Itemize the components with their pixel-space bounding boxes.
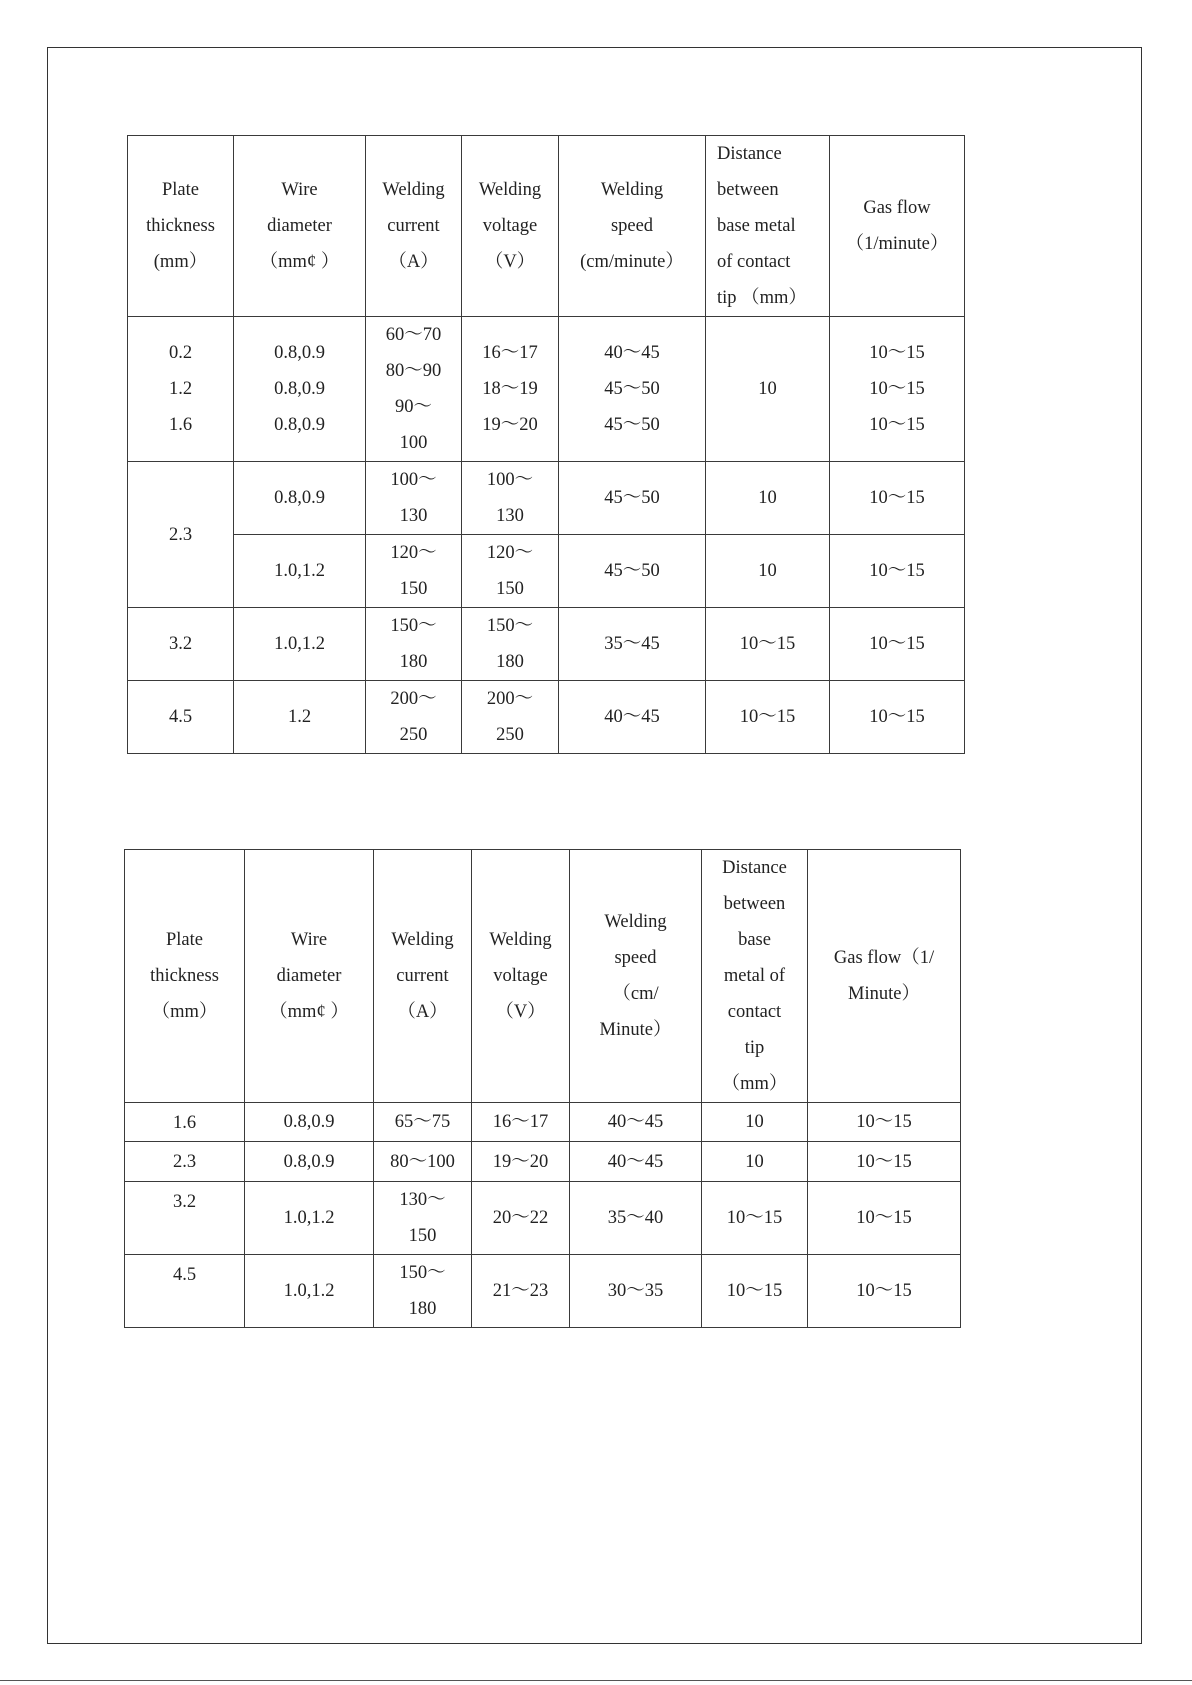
cell-distance: 10～15 <box>706 681 830 754</box>
cell-gas: 10～15 <box>808 1255 961 1328</box>
cell-thickness: 1.6 <box>125 1103 245 1142</box>
cell-voltage: 20～22 <box>472 1182 570 1255</box>
cell-wire: 1.2 <box>234 681 366 754</box>
header-welding-speed: Welding speed （cm/ Minute） <box>570 850 702 1103</box>
table-row <box>128 608 965 681</box>
cell-speed: 40～45 45～50 45～50 <box>559 317 706 462</box>
cell-current: 150～ 180 <box>374 1255 472 1328</box>
cell-wire: 0.8,0.9 <box>245 1142 374 1182</box>
cell-speed: 35～40 <box>570 1182 702 1255</box>
header-distance: Distance between base metal of contact tip （mm） <box>702 850 808 1103</box>
cell-voltage: 120～ 150 <box>462 535 559 608</box>
cell-speed: 40～45 <box>559 681 706 754</box>
cell-gas: 10～15 <box>830 608 965 681</box>
page-bottom-rule <box>0 1680 1192 1681</box>
table-row <box>128 317 965 462</box>
cell-voltage: 19～20 <box>472 1142 570 1182</box>
cell-gas: 10～15 <box>808 1142 961 1182</box>
cell-current: 80～100 <box>374 1142 472 1182</box>
cell-gas: 10～15 <box>830 681 965 754</box>
table-row <box>128 681 965 754</box>
table-row <box>125 1255 961 1328</box>
cell-speed: 35～45 <box>559 608 706 681</box>
cell-wire: 0.8,0.9 0.8,0.9 0.8,0.9 <box>234 317 366 462</box>
cell-voltage: 200～ 250 <box>462 681 559 754</box>
cell-thickness: 4.5 <box>128 681 234 754</box>
header-welding-current: Welding current （A） <box>374 850 472 1103</box>
cell-gas: 10～15 10～15 10～15 <box>830 317 965 462</box>
cell-speed: 45～50 <box>559 535 706 608</box>
table-row <box>128 462 965 535</box>
cell-wire: 0.8,0.9 <box>245 1103 374 1142</box>
welding-parameters-table-1 <box>127 135 965 754</box>
header-welding-current: Welding current （A） <box>366 136 462 317</box>
cell-speed: 30～35 <box>570 1255 702 1328</box>
table-header-row <box>125 850 961 1103</box>
cell-voltage: 150～ 180 <box>462 608 559 681</box>
header-gas-flow: Gas flow （1/minute） <box>830 136 965 317</box>
cell-wire: 1.0,1.2 <box>245 1182 374 1255</box>
welding-parameters-table-2 <box>124 849 961 1328</box>
cell-wire: 0.8,0.9 <box>234 462 366 535</box>
header-plate-thickness: Plate thickness （mm） <box>125 850 245 1103</box>
cell-thickness: 3.2 <box>128 608 234 681</box>
header-distance: Distance between base metal of contact tip （mm） <box>706 136 830 317</box>
table-row <box>125 1182 961 1255</box>
cell-wire: 1.0,1.2 <box>234 608 366 681</box>
cell-thickness: 4.5 <box>125 1255 245 1328</box>
header-wire-diameter: Wire diameter （mm¢ ） <box>245 850 374 1103</box>
cell-gas: 10～15 <box>808 1103 961 1142</box>
cell-current: 120～ 150 <box>366 535 462 608</box>
header-welding-voltage: Welding voltage （V） <box>462 136 559 317</box>
cell-current: 65～75 <box>374 1103 472 1142</box>
header-welding-speed: Welding speed (cm/minute） <box>559 136 706 317</box>
cell-wire: 1.0,1.2 <box>234 535 366 608</box>
cell-current: 100～ 130 <box>366 462 462 535</box>
table-row <box>125 1142 961 1182</box>
cell-thickness: 3.2 <box>125 1182 245 1255</box>
cell-gas: 10～15 <box>830 535 965 608</box>
cell-current: 150～ 180 <box>366 608 462 681</box>
cell-distance: 10～15 <box>706 608 830 681</box>
cell-thickness: 2.3 <box>125 1142 245 1182</box>
cell-voltage: 21～23 <box>472 1255 570 1328</box>
table-header-row <box>128 136 965 317</box>
header-wire-diameter: Wire diameter （mm¢ ） <box>234 136 366 317</box>
cell-voltage: 16～17 <box>472 1103 570 1142</box>
cell-distance: 10 <box>706 462 830 535</box>
cell-speed: 40～45 <box>570 1103 702 1142</box>
cell-distance: 10～15 <box>702 1255 808 1328</box>
cell-current: 200～ 250 <box>366 681 462 754</box>
header-plate-thickness: Plate thickness (mm） <box>128 136 234 317</box>
cell-distance: 10 <box>702 1142 808 1182</box>
cell-distance: 10 <box>706 535 830 608</box>
header-welding-voltage: Welding voltage （V） <box>472 850 570 1103</box>
cell-thickness: 0.2 1.2 1.6 <box>128 317 234 462</box>
table-row <box>125 1103 961 1142</box>
cell-speed: 40～45 <box>570 1142 702 1182</box>
cell-voltage: 16～17 18～19 19～20 <box>462 317 559 462</box>
cell-current: 60～70 80～90 90～ 100 <box>366 317 462 462</box>
cell-thickness: 2.3 <box>128 462 234 608</box>
cell-current: 130～ 150 <box>374 1182 472 1255</box>
cell-wire: 1.0,1.2 <box>245 1255 374 1328</box>
cell-gas: 10～15 <box>830 462 965 535</box>
cell-distance: 10～15 <box>702 1182 808 1255</box>
table-row <box>128 535 965 608</box>
cell-speed: 45～50 <box>559 462 706 535</box>
cell-gas: 10～15 <box>808 1182 961 1255</box>
cell-distance: 10 <box>706 317 830 462</box>
header-gas-flow: Gas flow（1/ Minute） <box>808 850 961 1103</box>
cell-voltage: 100～ 130 <box>462 462 559 535</box>
cell-distance: 10 <box>702 1103 808 1142</box>
